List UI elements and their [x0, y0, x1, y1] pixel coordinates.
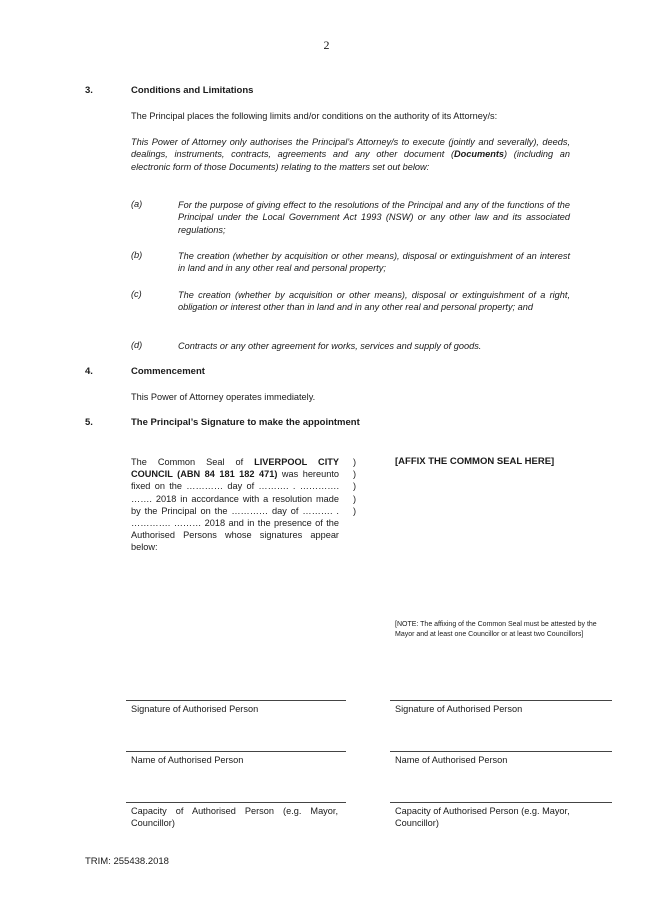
- bracket: ): [353, 469, 357, 480]
- bracket: ): [353, 481, 357, 492]
- item-b-letter: (b): [131, 250, 143, 260]
- signature-label-left: Signature of Authorised Person: [131, 704, 259, 714]
- section-5-title: The Principal’s Signature to make the appointment: [131, 417, 360, 428]
- item-a-text: For the purpose of giving effect to the resolutions of the Principal and any of the functions of the Principal under the Local Government Act 1993 (NSW) or any other law and its associated regulations;: [178, 200, 570, 235]
- section-3-intro: The Principal places the following limits and/or conditions on the authority of its Attorney/s:: [131, 111, 498, 121]
- bracket: ): [353, 493, 357, 504]
- common-seal-clause: [131, 456, 339, 554]
- capacity-label-left: Capacity of Authorised Person (e.g. Mayor, Councillor): [131, 806, 338, 829]
- section-4-number: 4.: [85, 366, 93, 377]
- section-3-paragraph-part-1: This Power of Attorney only authorises the Principal’s Attorney/s to execute (jointly and severally), deeds, dealings, instruments, contracts, agreements and any other document (: [131, 137, 570, 160]
- section-3-number: 3.: [85, 85, 93, 96]
- item-b-text: The creation (whether by acquisition or other means), disposal or extinguishment of an interest in land and in any other real and personal property;: [178, 251, 570, 274]
- seal-clause-part-2: was hereunto fixed on the ………… day of ………. . …………. ……. 2018 in accordance with a resolution made by the Principal on the ………… day of ………. . …………. ……… 2018 and in the presence of the Authorised Persons whose signatures appear below:: [131, 469, 339, 553]
- name-line-right: [390, 751, 612, 752]
- affix-seal-heading: [AFFIX THE COMMON SEAL HERE]: [395, 456, 555, 467]
- section-3-paragraph: [131, 136, 570, 173]
- council-name: LIVERPOOL CITY COUNCIL (ABN 84 181 182 471): [131, 457, 339, 480]
- signature-label-right: Signature of Authorised Person: [395, 704, 523, 714]
- item-d-letter: (d): [131, 340, 143, 350]
- item-c-text: The creation (whether by acquisition or other means), disposal or extinguishment of a right, obligation or interest other than in land and in any other real and personal property; and: [178, 290, 570, 313]
- item-c-letter: (c): [131, 289, 142, 299]
- name-line-left: [126, 751, 346, 752]
- section-5-number: 5.: [85, 417, 93, 428]
- capacity-label-right: Capacity of Authorised Person (e.g. Mayor, Councillor): [395, 806, 570, 829]
- item-d-text: Contracts or any other agreement for works, services and supply of goods.: [178, 341, 482, 351]
- section-4-text: This Power of Attorney operates immediately.: [131, 392, 316, 402]
- capacity-line-left: [126, 802, 346, 803]
- capacity-line-right: [390, 802, 612, 803]
- signature-line-right: [390, 700, 612, 701]
- seal-note: [NOTE: The affixing of the Common Seal must be attested by the Mayor and at least one Councillor or at least two Councillors]: [395, 621, 597, 638]
- page-number: 2: [323, 38, 330, 52]
- seal-clause-part-1: The Common Seal of: [131, 457, 255, 467]
- section-3-paragraph-part-2: ) (including an electronic form of those Documents) relating to the matters set out below:: [131, 149, 570, 172]
- bracket: ): [353, 457, 357, 467]
- bracket-column: [353, 456, 363, 517]
- name-label-left: Name of Authorised Person: [131, 755, 244, 765]
- bracket: ): [353, 505, 357, 516]
- item-a-letter: (a): [131, 199, 143, 209]
- section-4-title: Commencement: [131, 366, 205, 377]
- trim-reference: TRIM: 255438.2018: [85, 856, 169, 867]
- signature-line-left: [126, 700, 346, 701]
- documents-term: Documents: [454, 149, 505, 160]
- name-label-right: Name of Authorised Person: [395, 755, 508, 765]
- section-3-title: Conditions and Limitations: [131, 85, 254, 96]
